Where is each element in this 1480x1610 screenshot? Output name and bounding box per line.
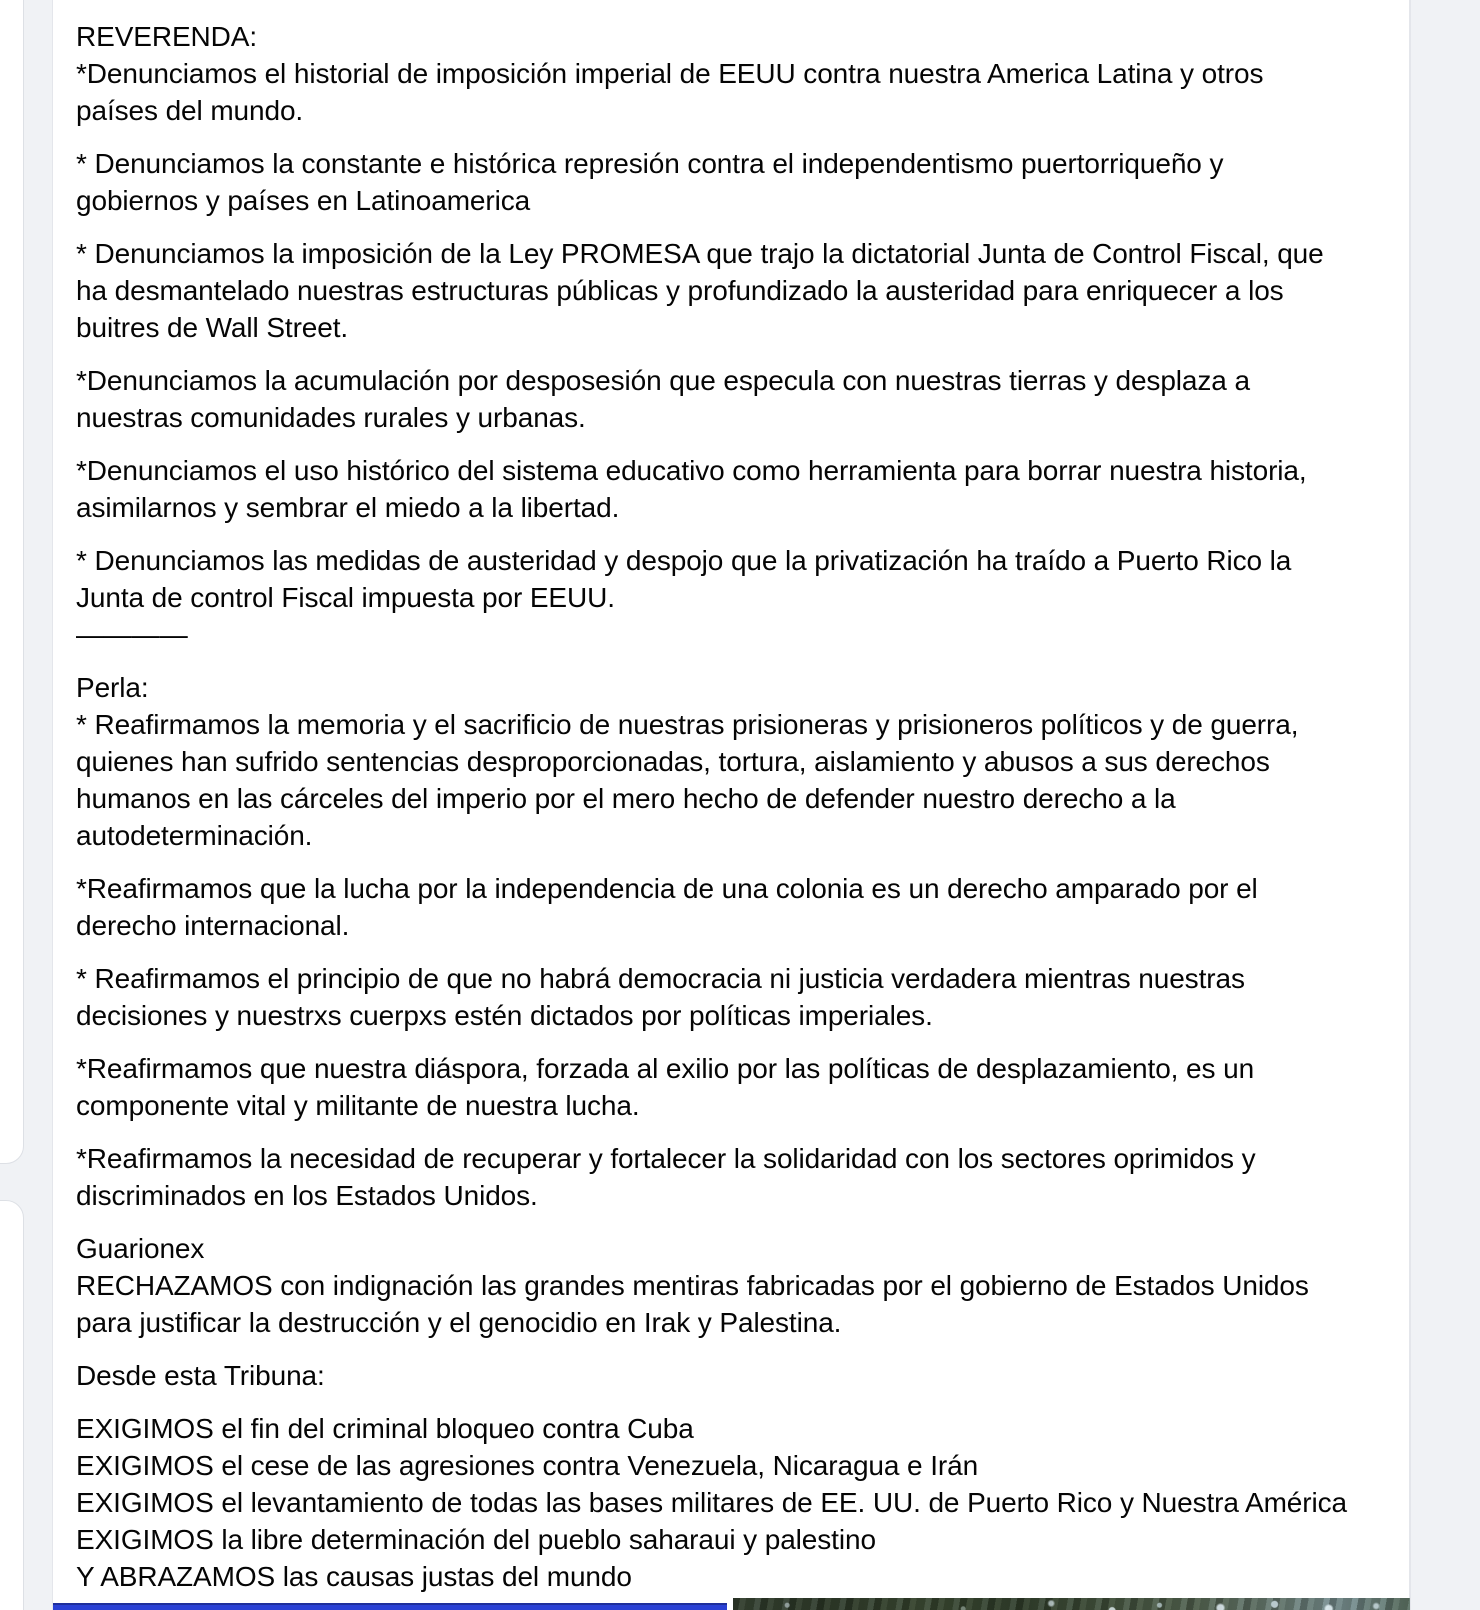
text-line: asimilarnos y sembrar el miedo a la libertad.	[76, 492, 620, 523]
paragraph	[76, 18, 1391, 129]
text-line: EXIGIMOS el cese de las agresiones contra Venezuela, Nicaragua e Irán	[76, 1450, 979, 1481]
paragraph	[76, 1050, 1391, 1124]
adjacent-card-edge-bottom	[0, 1200, 24, 1610]
right-gutter	[1410, 0, 1480, 1610]
paragraph	[76, 960, 1391, 1034]
text-line: *Denunciamos el historial de imposición imperial de EEUU contra nuestra America Latina y otros	[76, 58, 1264, 89]
text-line: para justificar la destrucción y el genocidio en Irak y Palestina.	[76, 1307, 842, 1338]
text-line: Guarionex	[76, 1233, 205, 1264]
text-line: * Reafirmamos el principio de que no habrá democracia ni justicia verdadera mientras nuestras	[76, 963, 1245, 994]
text-line: EXIGIMOS el levantamiento de todas las bases militares de EE. UU. de Puerto Rico y Nuestra América	[76, 1487, 1347, 1518]
text-line: EXIGIMOS el fin del criminal bloqueo contra Cuba	[76, 1413, 694, 1444]
text-line: ————	[76, 619, 188, 650]
paragraph	[76, 452, 1391, 526]
text-line: buitres de Wall Street.	[76, 312, 349, 343]
paragraph	[76, 1357, 1391, 1394]
text-line: componente vital y militante de nuestra lucha.	[76, 1090, 640, 1121]
paragraph	[76, 1410, 1391, 1595]
text-line: * Reafirmamos la memoria y el sacrificio de nuestras prisioneras y prisioneros políticos y de guerra,	[76, 709, 1299, 740]
paragraph	[76, 235, 1391, 346]
text-line: Desde esta Tribuna:	[76, 1360, 325, 1391]
text-line: gobiernos y países en Latinoamerica	[76, 185, 531, 216]
text-line: *Reafirmamos que la lucha por la independencia de una colonia es un derecho amparado por el	[76, 873, 1258, 904]
paragraph	[76, 1140, 1391, 1214]
text-line: ha desmantelado nuestras estructuras públicas y profundizado la austeridad para enriquecer a los	[76, 275, 1284, 306]
text-line: *Denunciamos el uso histórico del sistema educativo como herramienta para borrar nuestra historia,	[76, 455, 1307, 486]
text-line: discriminados en los Estados Unidos.	[76, 1180, 538, 1211]
paragraph	[76, 542, 1391, 653]
text-line: países del mundo.	[76, 95, 304, 126]
post-text	[76, 18, 1391, 1610]
text-line: * Denunciamos la imposición de la Ley PROMESA que trajo la dictatorial Junta de Control Fiscal, que	[76, 238, 1324, 269]
paragraph	[76, 1230, 1391, 1341]
paragraph	[76, 870, 1391, 944]
post-media-blue-bar[interactable]	[53, 1603, 727, 1610]
text-line: *Reafirmamos que nuestra diáspora, forzada al exilio por las políticas de desplazamiento, es un	[76, 1053, 1255, 1084]
text-line: humanos en las cárceles del imperio por el mero hecho de defender nuestro derecho a la	[76, 783, 1176, 814]
paragraph	[76, 145, 1391, 219]
paragraph	[76, 362, 1391, 436]
text-line: Junta de control Fiscal impuesta por EEUU.	[76, 582, 615, 613]
text-line: quienes han sufrido sentencias desproporcionadas, tortura, aislamiento y abusos a sus derechos	[76, 746, 1270, 777]
paragraph	[76, 669, 1391, 854]
text-line: derecho internacional.	[76, 910, 350, 941]
text-line: REVERENDA:	[76, 21, 258, 52]
text-line: RECHAZAMOS con indignación las grandes mentiras fabricadas por el gobierno de Estados Unidos	[76, 1270, 1309, 1301]
text-line: nuestras comunidades rurales y urbanas.	[76, 402, 586, 433]
adjacent-card-edge-top	[0, 0, 24, 1164]
text-line: * Denunciamos las medidas de austeridad y despojo que la privatización ha traído a Puerto Rico la	[76, 545, 1292, 576]
post-card	[52, 0, 1410, 1610]
text-line: Y ABRAZAMOS las causas justas del mundo	[76, 1561, 632, 1592]
text-line: *Denunciamos la acumulación por desposesión que especula con nuestras tierras y desplaza a	[76, 365, 1250, 396]
text-line: EXIGIMOS la libre determinación del pueblo saharaui y palestino	[76, 1524, 876, 1555]
text-line: Perla:	[76, 672, 149, 703]
text-line: autodeterminación.	[76, 820, 313, 851]
text-line: *Reafirmamos la necesidad de recuperar y fortalecer la solidaridad con los sectores oprimidos y	[76, 1143, 1256, 1174]
post-media-photo[interactable]	[733, 1598, 1410, 1610]
text-line: decisiones y nuestrxs cuerpxs estén dictados por políticas imperiales.	[76, 1000, 933, 1031]
text-line: * Denunciamos la constante e histórica represión contra el independentismo puertorriqueño y	[76, 148, 1224, 179]
